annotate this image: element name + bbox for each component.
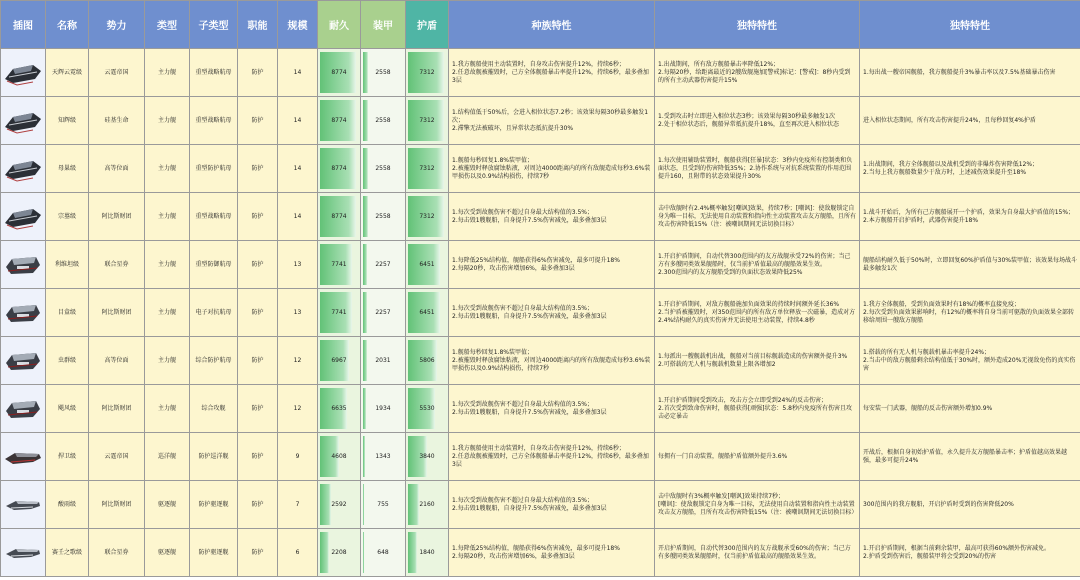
ship-armor: [361, 145, 406, 193]
ship-shield: [406, 49, 449, 97]
armor-value: 1343: [375, 452, 391, 460]
ship-size: 12: [278, 385, 318, 433]
unique-trait-1-text: 1.开启护盾期间受到攻击，攻击方会立即受到24%的反击伤害； 2.首次受到致命伤害时，舰船获得[顽强]状态：5.8秒内免疫所有伤害且攻击必定暴击: [655, 385, 860, 433]
racial-trait-text: 1.每次受到故舰伤害不超过自身最大结构值的3.5%； 2.每击毁1艘舰船，自身提升7.5%伤害减免，最多叠加3层: [449, 385, 655, 433]
ship-role: 防护: [238, 289, 278, 337]
armor-bar: [363, 244, 367, 285]
unique-trait-2-text: 300范围内的我方舰船，开启护盾时受到的伤害降低20%: [860, 481, 1080, 529]
ship-armor: [361, 337, 406, 385]
unique-trait-1-text: 1.每派出一艘舰载机出战，舰船对当前目标舰载造成的伤害额外提升3% 2.可搭载的无人机与舰载机数量上限各增加2: [655, 337, 860, 385]
unique-trait-1-text: 击中敌舰时有2.4%概率触发[嘲讽]效果，持续7秒；[嘲讽]：使敌舰锁定自身为唯一目标，无法使用自动装置和指向性主动装置攻击友方舰船，且所有攻击伤害降低15%（注：被嘲讽期间无法切换目标）: [655, 193, 860, 241]
ship-hp: [318, 337, 361, 385]
ship-illustration: [1, 145, 46, 193]
ship-type: 主力舰: [145, 241, 190, 289]
battleship-icon: [1, 103, 45, 139]
ship-role: 防护: [238, 433, 278, 481]
ship-armor: [361, 529, 406, 577]
hp-value: 4608: [331, 452, 347, 460]
header-unique-trait-1: 独特特性: [655, 1, 860, 49]
ship-type: 主力舰: [145, 145, 190, 193]
ship-name: 赛壬之歌级: [46, 529, 89, 577]
shield-value: 7312: [419, 212, 435, 220]
ship-subtype: 重型防御航母: [190, 241, 238, 289]
ship-name: 酸雨级: [46, 481, 89, 529]
ship-role: 防护: [238, 145, 278, 193]
shield-value: 6451: [419, 260, 435, 268]
ship-size: 13: [278, 241, 318, 289]
ship-size: 9: [278, 433, 318, 481]
ship-armor: [361, 241, 406, 289]
unique-trait-1-text: 1.开启护盾期间，自动代替300范围内的友方战舰承受72%的伤害；当己方有多艘同类效果舰船时，仅当前护盾值最高的舰船效果生效。 2.300范围内的友方舰船受到的负面状态效果降低25%: [655, 241, 860, 289]
hp-value: 8774: [331, 212, 347, 220]
ship-name: 捍卫级: [46, 433, 89, 481]
unique-trait-2-text: 1.出战期间，我方全体舰船以及战机受到的非爆炸伤害降低12%； 2.当每上我方舰船数量少于敌方时，上述减伤效果提升至18%: [860, 145, 1080, 193]
shield-value: 2160: [419, 500, 435, 508]
unique-trait-1-text: 1.受到攻击时立即进入相位状态3秒；该效果每隔30秒最多触发1次 2.处于相位状态后，舰船异常抵抗提升18%，直至再次进入相位状态: [655, 97, 860, 145]
ship-size: 14: [278, 97, 318, 145]
ship-hp: [318, 481, 361, 529]
ship-hp: [318, 529, 361, 577]
armor-bar: [363, 196, 368, 237]
hp-bar: [320, 532, 329, 573]
armor-bar: [363, 292, 367, 333]
table-row: [1, 49, 1080, 97]
destroyer-icon: [1, 535, 45, 571]
unique-trait-1-text: 1.开启护盾期间，对敌方舰船施加负面效果的持续时间额外延长36% 2.当护盾被摧毁时，对350范围内的所有敌方单位释放一次磁暴，造成对方2.4%结构耐久的真实伤害并无法使用主动装置，持续4.8秒: [655, 289, 860, 337]
header-faction: 势力: [89, 1, 145, 49]
ship-name: 天辉云霓级: [46, 49, 89, 97]
shield-value: 5806: [419, 356, 435, 364]
armor-value: 2558: [375, 68, 391, 76]
header-armor: 装甲: [361, 1, 406, 49]
ship-type: 主力舰: [145, 385, 190, 433]
table-row: [1, 337, 1080, 385]
hp-value: 2208: [331, 548, 347, 556]
armor-bar: [363, 340, 367, 381]
carrier-icon: [1, 391, 45, 427]
ship-faction: 阿比斯财团: [89, 481, 145, 529]
hp-value: 2592: [331, 500, 347, 508]
ship-hp: [318, 289, 361, 337]
armor-value: 2558: [375, 164, 391, 172]
ship-size: 14: [278, 145, 318, 193]
unique-trait-1-text: 击中敌舰时有3%概率触发[嘲讽]效果持续7秒； [嘲讽]：使敌舰锁定自身为唯一目标，无法使用自动装置和指向性主动装置攻击友方舰船，且所有攻击伤害降低15%（注：被嘲讽期间无法切换目标）: [655, 481, 860, 529]
ship-size: 14: [278, 193, 318, 241]
armor-value: 2558: [375, 116, 391, 124]
ship-illustration: [1, 481, 46, 529]
ship-subtype: 综合防护航母: [190, 337, 238, 385]
header-row: [1, 1, 1080, 49]
ship-type: 驱逐舰: [145, 529, 190, 577]
hp-value: 7741: [331, 260, 347, 268]
armor-value: 2257: [375, 260, 391, 268]
ship-size: 14: [278, 49, 318, 97]
hp-value: 6967: [331, 356, 347, 364]
ship-type: 主力舰: [145, 193, 190, 241]
unique-trait-2-text: 1.战斗开始后，为所有己方舰船展开一个护盾，效果为自身最大护盾值的15%； 2.本方舰船开启护盾时，武器伤害提升18%: [860, 193, 1080, 241]
ship-subtype: 防护驱逐舰: [190, 529, 238, 577]
unique-trait-2-text: 舰船结构耐久低于50%时，立即回复60%护盾值与30%装甲值；该效果每场战斗最多触发1次: [860, 241, 1080, 289]
ship-armor: [361, 433, 406, 481]
ship-type: 主力舰: [145, 289, 190, 337]
ship-hp: [318, 193, 361, 241]
ship-faction: 阿比斯财团: [89, 193, 145, 241]
ship-type: 主力舰: [145, 97, 190, 145]
unique-trait-2-text: 1.搭载的所有无人机与舰载机暴击率提升24%； 2.当击中的敌方舰船剩余结构值低于30%时，额外造成20%无视敌免伤的真实伤害: [860, 337, 1080, 385]
ship-illustration: [1, 289, 46, 337]
ship-illustration: [1, 241, 46, 289]
header-shield: 护盾: [406, 1, 449, 49]
shield-value: 7312: [419, 68, 435, 76]
ship-role: 防护: [238, 529, 278, 577]
hp-value: 8774: [331, 68, 347, 76]
carrier-icon: [1, 295, 45, 331]
ship-armor: [361, 49, 406, 97]
ship-type: 驱逐舰: [145, 481, 190, 529]
ship-type: 主力舰: [145, 49, 190, 97]
ship-shield: [406, 145, 449, 193]
ship-type: 主力舰: [145, 337, 190, 385]
table-row: [1, 385, 1080, 433]
racial-trait-text: 1.每降低25%结构值，舰船获得6%伤害减免，最多可提升18% 2.每隔20秒，攻击伤害增加6%，最多叠加3层: [449, 241, 655, 289]
table-row: [1, 289, 1080, 337]
armor-value: 1934: [375, 404, 391, 412]
ship-shield: [406, 97, 449, 145]
unique-trait-1-text: 1.每次使用辅助装置时，舰船获得[狂暴]状态：3秒内免疫所有控制类和负面状态，且受到的伤害降低35%；2.协作系统与对抗系统装置的作用范围提升160，且附带的状态效果提升30%: [655, 145, 860, 193]
shield-bar: [408, 484, 419, 525]
ship-name: 虫群级: [46, 337, 89, 385]
ship-role: 防护: [238, 481, 278, 529]
ship-faction: 阿比斯财团: [89, 385, 145, 433]
ship-subtype: 综合攻舰: [190, 385, 238, 433]
ship-illustration: [1, 97, 46, 145]
ship-role: 防护: [238, 97, 278, 145]
ship-shield: [406, 385, 449, 433]
table-row: [1, 241, 1080, 289]
ship-faction: 高等位面: [89, 145, 145, 193]
ship-illustration: [1, 337, 46, 385]
ship-hp: [318, 145, 361, 193]
ship-shield: [406, 433, 449, 481]
ship-name: 知辉级: [46, 97, 89, 145]
ship-armor: [361, 481, 406, 529]
ship-subtype: 电子对抗航母: [190, 289, 238, 337]
ship-name: 利维坦级: [46, 241, 89, 289]
ship-hp: [318, 97, 361, 145]
hp-value: 7741: [331, 308, 347, 316]
racial-trait-text: 1.每次受到故舰伤害不超过自身最大结构值的3.5%； 2.每击毁1艘舰船，自身提升7.5%伤害减免，最多叠加3层: [449, 193, 655, 241]
racial-trait-text: 1.我方舰船使用主动装置时，自身攻击伤害提升12%，持续6秒； 2.任意故舰被摧毁时，己方全体舰船暴击率提升12%，持续6秒，最多叠加3层: [449, 433, 655, 481]
ship-shield: [406, 481, 449, 529]
ship-size: 13: [278, 289, 318, 337]
ship-role: 防护: [238, 385, 278, 433]
ship-faction: 高等位面: [89, 337, 145, 385]
ship-size: 12: [278, 337, 318, 385]
shield-value: 7312: [419, 164, 435, 172]
armor-value: 2558: [375, 212, 391, 220]
hp-value: 6635: [331, 404, 347, 412]
ship-armor: [361, 97, 406, 145]
unique-trait-1-text: 每拥有一门自动装置，舰船护盾值额外提升3.6%: [655, 433, 860, 481]
armor-bar: [363, 484, 364, 525]
ship-faction: 联合星券: [89, 529, 145, 577]
ship-subtype: 重型战略航母: [190, 49, 238, 97]
ship-role: 防护: [238, 337, 278, 385]
table-row: [1, 97, 1080, 145]
shield-value: 5530: [419, 404, 435, 412]
ship-subtype: 防护驱逐舰: [190, 481, 238, 529]
hp-bar: [320, 484, 331, 525]
ship-shield: [406, 241, 449, 289]
cruiser-icon: [1, 439, 45, 475]
shield-value: 6451: [419, 308, 435, 316]
ship-illustration: [1, 49, 46, 97]
ship-armor: [361, 289, 406, 337]
ship-hp: [318, 49, 361, 97]
armor-value: 648: [377, 548, 389, 556]
ship-illustration: [1, 385, 46, 433]
ship-illustration: [1, 529, 46, 577]
table-row: [1, 529, 1080, 577]
ship-subtype: 重型战略航母: [190, 193, 238, 241]
armor-value: 755: [377, 500, 389, 508]
hp-value: 8774: [331, 116, 347, 124]
ship-name: 飓风级: [46, 385, 89, 433]
armor-bar: [363, 388, 366, 429]
header-type: 类型: [145, 1, 190, 49]
shield-value: 7312: [419, 116, 435, 124]
ship-subtype: 重型防护航母: [190, 145, 238, 193]
armor-bar: [363, 436, 365, 477]
unique-trait-2-text: 1.开启护盾期间，根据当前剩余装甲，最高可获得60%额外伤害减免。 2.护盾受到伤害后，舰船装甲将会受到20%的伤害: [860, 529, 1080, 577]
ship-illustration: [1, 433, 46, 481]
unique-trait-2-text: 开战后，根据自身初始护盾值，永久提升友方舰船暴击率；护盾值越高效果越强，最多可提升24%: [860, 433, 1080, 481]
racial-trait-text: 1.结构值低于50%后，会进入相位状态7.2秒；该效果每隔30秒最多触发1次； 2.滞擎无法被破坏，且异常状态抵抗提升30%: [449, 97, 655, 145]
ship-shield: [406, 193, 449, 241]
ship-role: 防护: [238, 241, 278, 289]
carrier-icon: [1, 343, 45, 379]
hp-value: 8774: [331, 164, 347, 172]
armor-bar: [363, 532, 364, 573]
ship-illustration: [1, 193, 46, 241]
ship-name: 母巢级: [46, 145, 89, 193]
racial-trait-text: 1.我方舰船使用主动装置时，自身攻击伤害提升12%，持续6秒； 2.任意故舰被摧毁时，己方全体舰船暴击率提升12%，持续6秒，最多叠加3层: [449, 49, 655, 97]
ship-shield: [406, 529, 449, 577]
ship-armor: [361, 193, 406, 241]
header-name: 名称: [46, 1, 89, 49]
header-racial-trait: 种族特性: [449, 1, 655, 49]
ship-size: 6: [278, 529, 318, 577]
ship-subtype: 防护巡洋舰: [190, 433, 238, 481]
ship-role: 防护: [238, 49, 278, 97]
table-row: [1, 145, 1080, 193]
ship-hp: [318, 433, 361, 481]
ship-faction: 阿比斯财团: [89, 289, 145, 337]
racial-trait-text: 1.每降低25%结构值，舰船获得6%伤害减免，最多可提升18% 2.每隔20秒，攻击伤害增加6%，最多叠加3层: [449, 529, 655, 577]
unique-trait-2-text: 1.我方全体舰船，受到负面效果时有18%的概率直接免疫； 2.每次受到负面效果影响时，有12%的概率将自身当前可驱散的负面效果全部转移给周围一艘敌方舰船: [860, 289, 1080, 337]
unique-trait-2-text: 每安装一门武器，舰船的反击伤害额外增加0.9%: [860, 385, 1080, 433]
racial-trait-text: 1.每次受到故舰伤害不超过自身最大结构值的3.5%； 2.每击毁1艘舰船，自身提升7.5%伤害减免，最多叠加3层: [449, 481, 655, 529]
racial-trait-text: 1.舰船每秒回复1.8%装甲值； 2.被摧毁时释放腐蚀粘液，对周边4000距离内的所有敌舰造成每秒3.6%装甲损伤以及0.9%结构损伤，持续7秒: [449, 337, 655, 385]
table-row: [1, 193, 1080, 241]
armor-value: 2257: [375, 308, 391, 316]
table-row: [1, 481, 1080, 529]
header-unique-trait-2: 独特特性: [860, 1, 1080, 49]
ship-hp: [318, 241, 361, 289]
shield-bar: [408, 532, 417, 573]
ship-size: 7: [278, 481, 318, 529]
ship-faction: 云霆帝国: [89, 49, 145, 97]
ship-shield: [406, 289, 449, 337]
ship-name: 宗墓级: [46, 193, 89, 241]
header-size: 规模: [278, 1, 318, 49]
ship-name: 目盒级: [46, 289, 89, 337]
destroyer-icon: [1, 487, 45, 523]
ship-type: 巡洋舰: [145, 433, 190, 481]
ship-subtype: 重型战略航母: [190, 97, 238, 145]
shield-value: 3840: [419, 452, 435, 460]
header-role: 职能: [238, 1, 278, 49]
table-row: [1, 433, 1080, 481]
battleship-icon: [1, 199, 45, 235]
unique-trait-1-text: 1.出战期间，所有敌方舰船暴击率降低12%； 2.每隔20秒，给距离最近的2艘敌舰施加[警戒]标记：[警戒]：8秒内受到的所有主动武器伤害提升15%: [655, 49, 860, 97]
shield-value: 1840: [419, 548, 435, 556]
header-illustration: 插图: [1, 1, 46, 49]
battleship-icon: [1, 151, 45, 187]
carrier-icon: [1, 247, 45, 283]
ship-shield: [406, 337, 449, 385]
armor-bar: [363, 52, 368, 93]
unique-trait-1-text: 开启护盾期间，自动代替300范围内的友方战舰承受60%的伤害；当己方有多艘同类效果舰船时，仅当前护盾值最高的舰船效果生效。: [655, 529, 860, 577]
unique-trait-2-text: 1.每出战一艘帝国舰船，我方舰船提升3%暴击率以及7.5%基础暴击伤害: [860, 49, 1080, 97]
armor-bar: [363, 100, 368, 141]
armor-bar: [363, 148, 368, 189]
ship-faction: 联合星券: [89, 241, 145, 289]
ship-faction: 硅基生命: [89, 97, 145, 145]
ship-role: 防护: [238, 193, 278, 241]
ship-armor: [361, 385, 406, 433]
header-subtype: 子类型: [190, 1, 238, 49]
racial-trait-text: 1.舰船每秒回复1.8%装甲值； 2.被摧毁时释放腐蚀粘液，对周边4000距离内的所有敌舰造成每秒3.6%装甲损伤以及0.9%结构损伤，持续7秒: [449, 145, 655, 193]
racial-trait-text: 1.每次受到故舰伤害不超过自身最大结构值的3.5%； 2.每击毁1艘舰船，自身提升7.5%伤害减免，最多叠加3层: [449, 289, 655, 337]
ship-faction: 云霆帝国: [89, 433, 145, 481]
ship-hp: [318, 385, 361, 433]
unique-trait-2-text: 进入相位状态期间，所有攻击伤害提升24%，且每秒回复4%护盾: [860, 97, 1080, 145]
battleship-icon: [1, 55, 45, 91]
header-hp: 耐久: [318, 1, 361, 49]
armor-value: 2031: [375, 356, 391, 364]
